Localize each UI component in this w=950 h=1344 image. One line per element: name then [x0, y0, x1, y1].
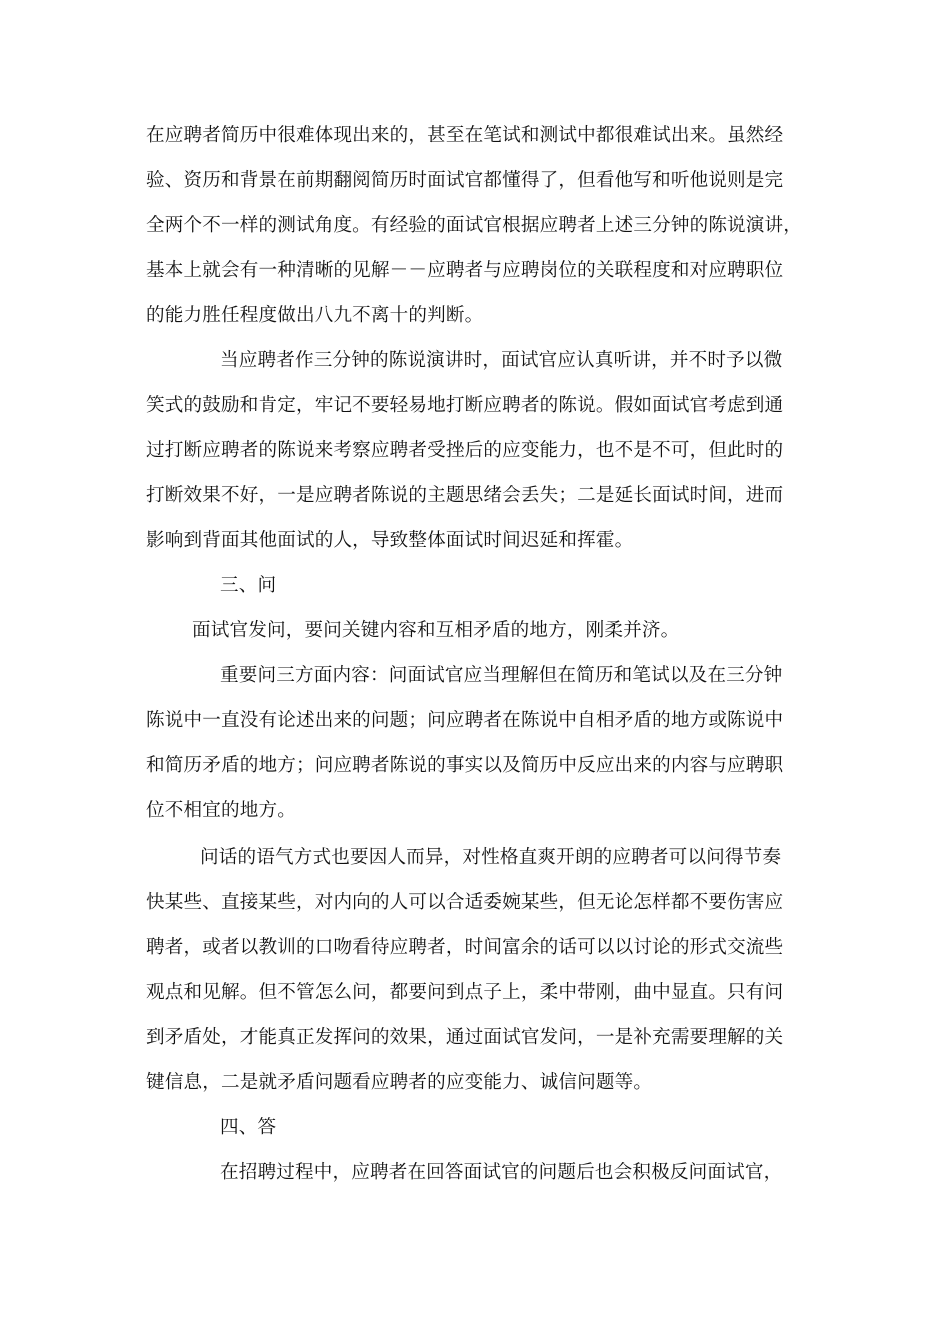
section-heading-ask: 三、问: [220, 575, 277, 596]
section-heading-answer: 四、答: [220, 1117, 277, 1138]
paragraph-start-line: 面试官发问，要问关键内容和互相矛盾的地方，刚柔并济。: [192, 620, 680, 641]
paragraph-start-line: 重要问三方面内容：问面试官应当理解但在简历和笔试以及在三分钟: [220, 665, 783, 686]
text-line-22: 键信息，二是就矛盾问题看应聘者的应变能力、诚信问题等。: [146, 1072, 653, 1093]
text-line-5: 的能力胜任程度做出八九不离十的判断。: [146, 305, 484, 326]
text-line-15: 和简历矛盾的地方；问应聘者陈说的事实以及简历中反应出来的内容与应聘职: [146, 755, 784, 776]
text-line-20: 观点和见解。但不管怎么问，都要问到点子上，柔中带刚，曲中显直。只有问: [146, 982, 784, 1003]
text-line-10: 影响到背面其他面试的人，导致整体面试时间迟延和挥霍。: [146, 530, 634, 551]
text-line-9: 打断效果不好，一是应聘者陈说的主题思绪会丢失；二是延长面试时间，进而: [146, 485, 784, 506]
paragraph-start-line: 在招聘过程中，应聘者在回答面试官的问题后也会积极反问面试官，: [220, 1162, 783, 1183]
text-line-8: 过打断应聘者的陈说来考察应聘者受挫后的应变能力，也不是不可，但此时的: [146, 440, 784, 461]
text-line-1: 在应聘者简历中很难体现出来的，甚至在笔试和测试中都很难试出来。虽然经: [146, 125, 784, 146]
text-line-2: 验、资历和背景在前期翻阅简历时面试官都懂得了，但看他写和听他说则是完: [146, 170, 784, 191]
paragraph-start-line: 当应聘者作三分钟的陈说演讲时，面试官应认真听讲，并不时予以微: [220, 350, 783, 371]
text-line-21: 到矛盾处，才能真正发挥问的效果，通过面试官发问，一是补充需要理解的关: [146, 1027, 784, 1048]
text-line-7: 笑式的鼓励和肯定，牢记不要轻易地打断应聘者的陈说。假如面试官考虑到通: [146, 395, 784, 416]
text-line-19: 聘者，或者以教训的口吻看待应聘者，时间富余的话可以以讨论的形式交流些: [146, 937, 784, 958]
text-line-4: 基本上就会有一种清晰的见解－－应聘者与应聘岗位的关联程度和对应聘职位: [146, 260, 784, 281]
paragraph-start-line: 问话的语气方式也要因人而异，对性格直爽开朗的应聘者可以问得节奏: [200, 847, 782, 868]
text-line-14: 陈说中一直没有论述出来的问题；问应聘者在陈说中自相矛盾的地方或陈说中: [146, 710, 784, 731]
text-line-16: 位不相宜的地方。: [146, 800, 296, 821]
text-line-3: 全两个不一样的测试角度。有经验的面试官根据应聘者上述三分钟的陈说演讲，: [146, 215, 803, 236]
text-line-18: 快某些、直接某些，对内向的人可以合适委婉某些，但无论怎样都不要伤害应: [146, 892, 784, 913]
